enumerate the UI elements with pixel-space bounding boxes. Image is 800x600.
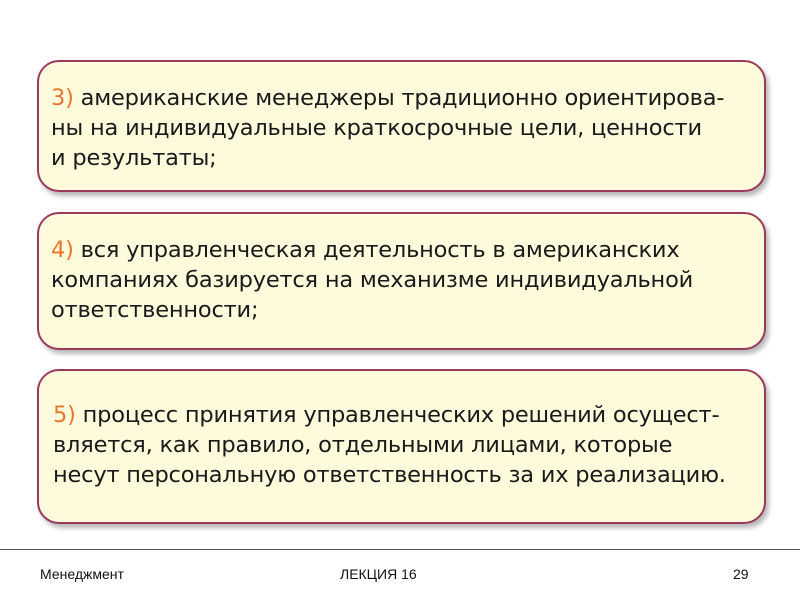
item-number: 3) (51, 85, 74, 111)
text-box-item-4 (37, 212, 766, 350)
text-box-item-5 (37, 369, 766, 524)
text-line: ны на индивидуальные краткосрочные цели, ценности (51, 115, 702, 141)
footer-course-title: Менеджмент (40, 566, 124, 582)
footer-lecture-label: ЛЕКЦИЯ 16 (340, 566, 417, 582)
text-line: и результаты; (51, 145, 217, 171)
text-line: компаниях базируется на механизме индивидуальной (51, 267, 694, 293)
text-line: несут персональную ответственность за их реализацию. (53, 462, 726, 488)
text-line (51, 235, 752, 265)
text-line (53, 400, 752, 430)
text-line (51, 83, 752, 113)
text-box-item-3 (37, 60, 766, 192)
item-text: процесс принятия управленческих решений осущест- (82, 402, 720, 428)
footer-page-number: 29 (733, 566, 749, 582)
text-line: вляется, как правило, отдельными лицами, которые (53, 432, 673, 458)
text-line: ответственности; (51, 297, 259, 323)
item-number: 5) (53, 402, 76, 428)
item-text: вся управленческая деятельность в американских (80, 237, 680, 263)
item-number: 4) (51, 237, 74, 263)
item-text: американские менеджеры традиционно ориентирова- (80, 85, 725, 111)
footer-divider (0, 549, 800, 550)
